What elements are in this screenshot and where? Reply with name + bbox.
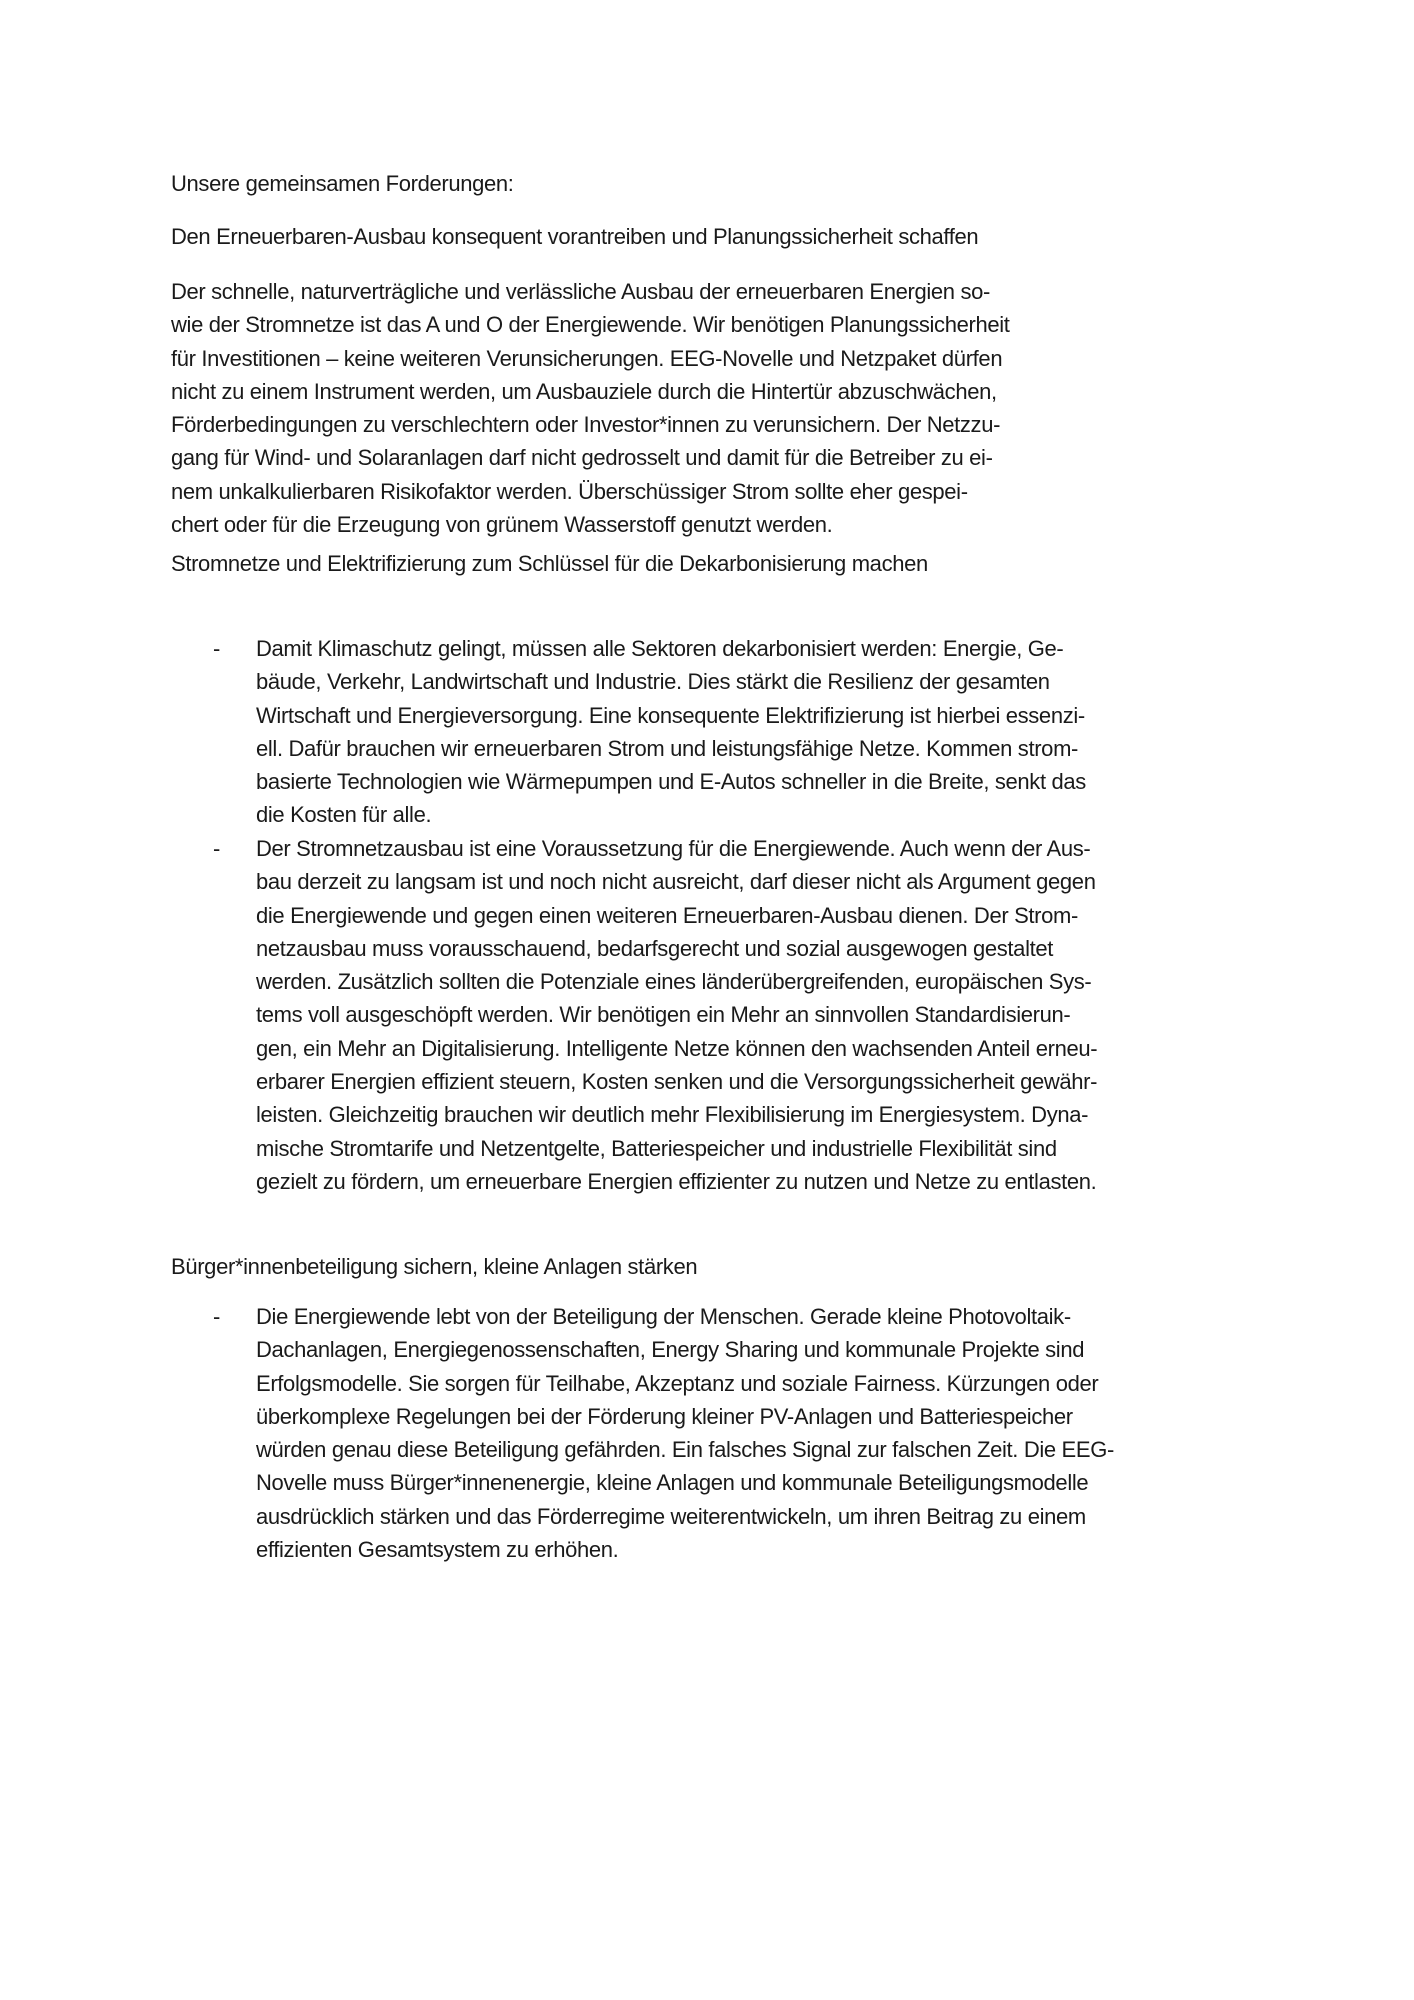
bullet-line: bau derzeit zu langsam ist und noch nicht ausreicht, darf dieser nicht als Argument gegen [256,869,1096,895]
bullet-line: die Kosten für alle. [256,802,432,828]
paragraph-line: chert oder für die Erzeugung von grünem Wasserstoff genutzt werden. [171,512,833,538]
paragraph-line: Förderbedingungen zu verschlechtern oder Investor*innen zu verunsichern. Der Netzzu- [171,412,1001,438]
bullet-line: ausdrücklich stärken und das Förderregime weiterentwickeln, um ihren Beitrag zu einem [256,1503,1086,1529]
bullet-text [256,632,1086,832]
bullet-line: werden. Zusätzlich sollten die Potenziale eines länderübergreifenden, europäischen Sys- [256,969,1092,995]
section-heading-erneuerbaren-ausbau: Den Erneuerbaren-Ausbau konsequent vorantreiben und Planungssicherheit schaffen [171,224,979,249]
bullet-line: Dachanlagen, Energiegenossenschaften, Energy Sharing und kommunale Projekte sind [256,1337,1085,1363]
paragraph-erneuerbaren-ausbau [171,275,1171,541]
bullet-line: effizienten Gesamtsystem zu erhöhen. [256,1537,619,1563]
paragraph-line: Der schnelle, naturverträgliche und verlässliche Ausbau der erneuerbaren Energien so- [171,279,990,304]
paragraph-line: wie der Stromnetze ist das A und O der Energiewende. Wir benötigen Planungssicherheit [171,312,1010,338]
bullet-line: Die Energiewende lebt von der Beteiligung der Menschen. Gerade kleine Photovoltaik- [256,1304,1071,1329]
bullet-line: mische Stromtarife und Netzentgelte, Batteriespeicher und industrielle Flexibilität sind [256,1135,1057,1161]
bullet-line: Novelle muss Bürger*innenenergie, kleine Anlagen und kommunale Beteiligungsmodelle [256,1470,1089,1496]
intro-heading: Unsere gemeinsamen Forderungen: [171,171,514,196]
bullet-line: basierte Technologien wie Wärmepumpen und E-Autos schneller in die Breite, senkt das [256,769,1086,795]
paragraph-line: nicht zu einem Instrument werden, um Ausbauziele durch die Hintertür abzuschwächen, [171,378,997,404]
bullet-line: Damit Klimaschutz gelingt, müssen alle Sektoren dekarbonisiert werden: Energie, Ge- [256,636,1064,661]
bullet-line: tems voll ausgeschöpft werden. Wir benötigen ein Mehr an sinnvollen Standardisierun- [256,1002,1071,1028]
bullet-line: die Energiewende und gegen einen weiteren Erneuerbaren-Ausbau dienen. Der Strom- [256,902,1078,928]
bullet-line: Der Stromnetzausbau ist eine Voraussetzung für die Energiewende. Auch wenn der Aus- [256,836,1091,861]
section-heading-stromnetze: Stromnetze und Elektrifizierung zum Schlüssel für die Dekarbonisierung machen [171,551,928,576]
paragraph-line: nem unkalkulierbaren Risikofaktor werden. Überschüssiger Strom sollte eher gespei- [171,478,968,504]
bullet-line: gen, ein Mehr an Digitalisierung. Intelligente Netze können den wachsenden Anteil erneu- [256,1035,1098,1061]
bullet-text [256,1300,1114,1566]
bullet-line: überkomplexe Regelungen bei der Förderung kleiner PV-Anlagen und Batteriespeicher [256,1403,1073,1429]
bullet-line: netzausbau muss vorausschauend, bedarfsgerecht und sozial ausgewogen gestaltet [256,935,1054,961]
paragraph-line: für Investitionen – keine weiteren Verunsicherungen. EEG-Novelle und Netzpaket dürfen [171,345,1003,371]
bullet-line: leisten. Gleichzeitig brauchen wir deutlich mehr Flexibilisierung im Energiesystem. Dyna- [256,1102,1089,1128]
bullet-line: gezielt zu fördern, um erneuerbare Energien effizienter zu nutzen und Netze zu entlasten. [256,1168,1097,1194]
bullet-line: Wirtschaft und Energieversorgung. Eine konsequente Elektrifizierung ist hierbei essenzi- [256,702,1085,728]
bullet-line: bäude, Verkehr, Landwirtschaft und Industrie. Dies stärkt die Resilienz der gesamten [256,669,1050,695]
bullet-line: erbarer Energien effizient steuern, Kosten senken und die Versorgungssicherheit gewähr- [256,1069,1098,1095]
section-heading-buergerbeteiligung: Bürger*innenbeteiligung sichern, kleine Anlagen stärken [171,1254,698,1279]
bullet-text [256,832,1097,1198]
bullet-line: ell. Dafür brauchen wir erneuerbaren Strom und leistungsfähige Netze. Kommen strom- [256,735,1079,761]
bullet-dash: - [213,1304,220,1329]
bullet-dash: - [213,836,220,861]
paragraph-line: gang für Wind- und Solaranlagen darf nicht gedrosselt und damit für die Betreiber zu ei- [171,445,993,471]
bullet-line: würden genau diese Beteiligung gefährden. Ein falsches Signal zur falschen Zeit. Die EEG- [256,1437,1114,1463]
bullet-line: Erfolgsmodelle. Sie sorgen für Teilhabe, Akzeptanz und soziale Fairness. Kürzungen oder [256,1370,1099,1396]
bullet-dash: - [213,636,220,661]
